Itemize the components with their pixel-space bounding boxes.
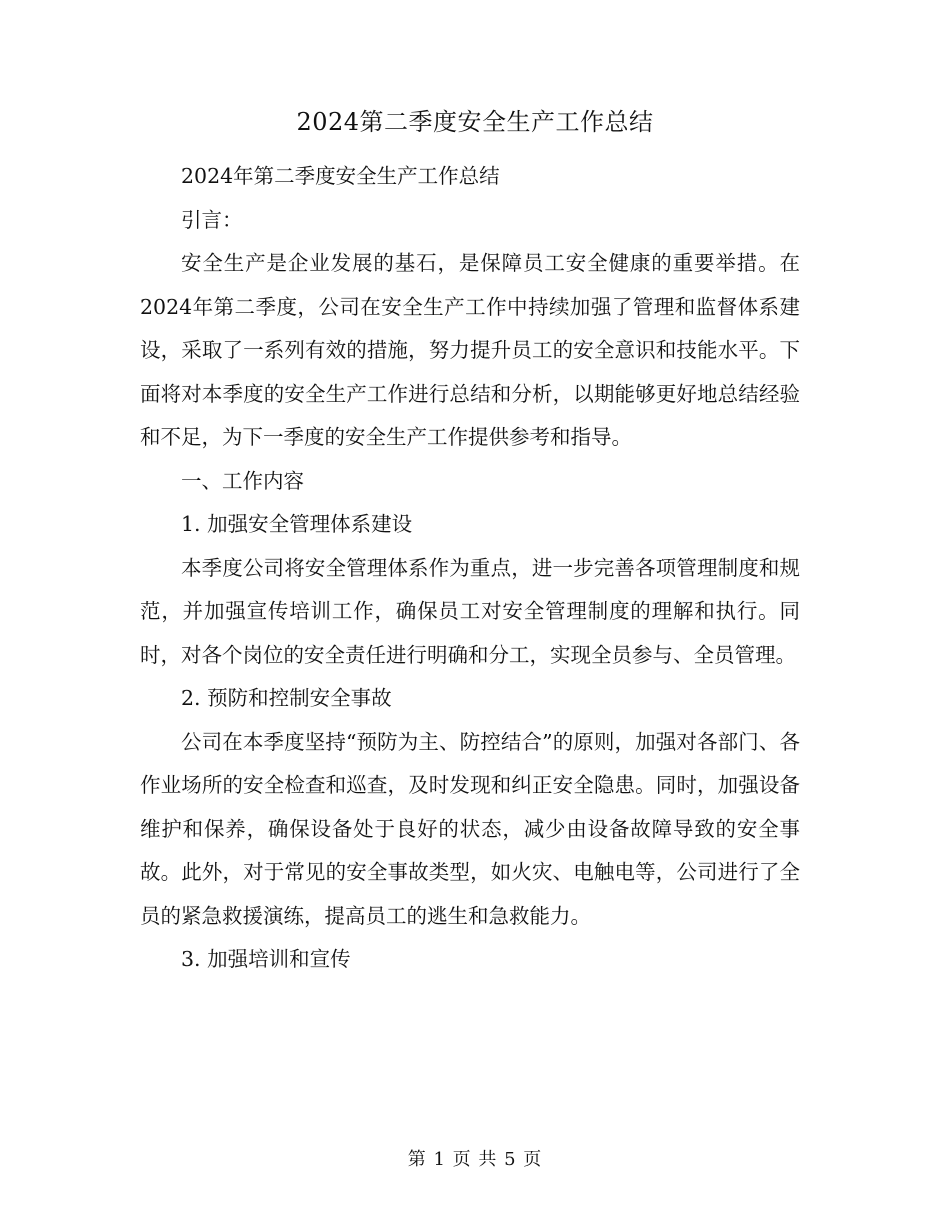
document-body: [140, 155, 800, 982]
subtitle-paragraph: 2024年第二季度安全生产工作总结: [181, 164, 500, 188]
subsection-heading-2: 2. 预防和控制安全事故: [181, 686, 392, 710]
subsection-heading-1: 1. 加强安全管理体系建设: [181, 512, 413, 536]
document-title: 2024第二季度安全生产工作总结: [296, 108, 654, 136]
subsection-paragraph-1: 本季度公司将安全管理体系作为重点，进一步完善各项管理制度和规范，并加强宣传培训工作，确保员工对安全管理制度的理解和执行。同时，对各个岗位的安全责任进行明确和分工，实现全员参与、全员管理。: [140, 555, 800, 667]
intro-heading: 引言：: [181, 207, 243, 232]
page-number-footer: 第 1 页 共 5 页: [407, 1149, 543, 1170]
subsection-heading-3: 3. 加强培训和宣传: [181, 947, 351, 971]
subsection-paragraph-2: 公司在本季度坚持“预防为主、防控结合”的原则，加强对各部门、各作业场所的安全检查和巡查，及时发现和纠正安全隐患。同时，加强设备维护和保养，确保设备处于良好的状态，减少由设备故障导致的安全事故。此外，对于常见的安全事故类型，如火灾、电触电等，公司进行了全员的紧急救援演练，提高员工的逃生和急救能力。: [140, 729, 800, 928]
intro-paragraph: 安全生产是企业发展的基石，是保障员工安全健康的重要举措。在2024年第二季度，公司在安全生产工作中持续加强了管理和监督体系建设，采取了一系列有效的措施，努力提升员工的安全意识和技能水平。下面将对本季度的安全生产工作进行总结和分析，以期能够更好地总结经验和不足，为下一季度的安全生产工作提供参考和指导。: [140, 251, 800, 449]
section-heading-work-content: 一、工作内容: [181, 468, 304, 493]
